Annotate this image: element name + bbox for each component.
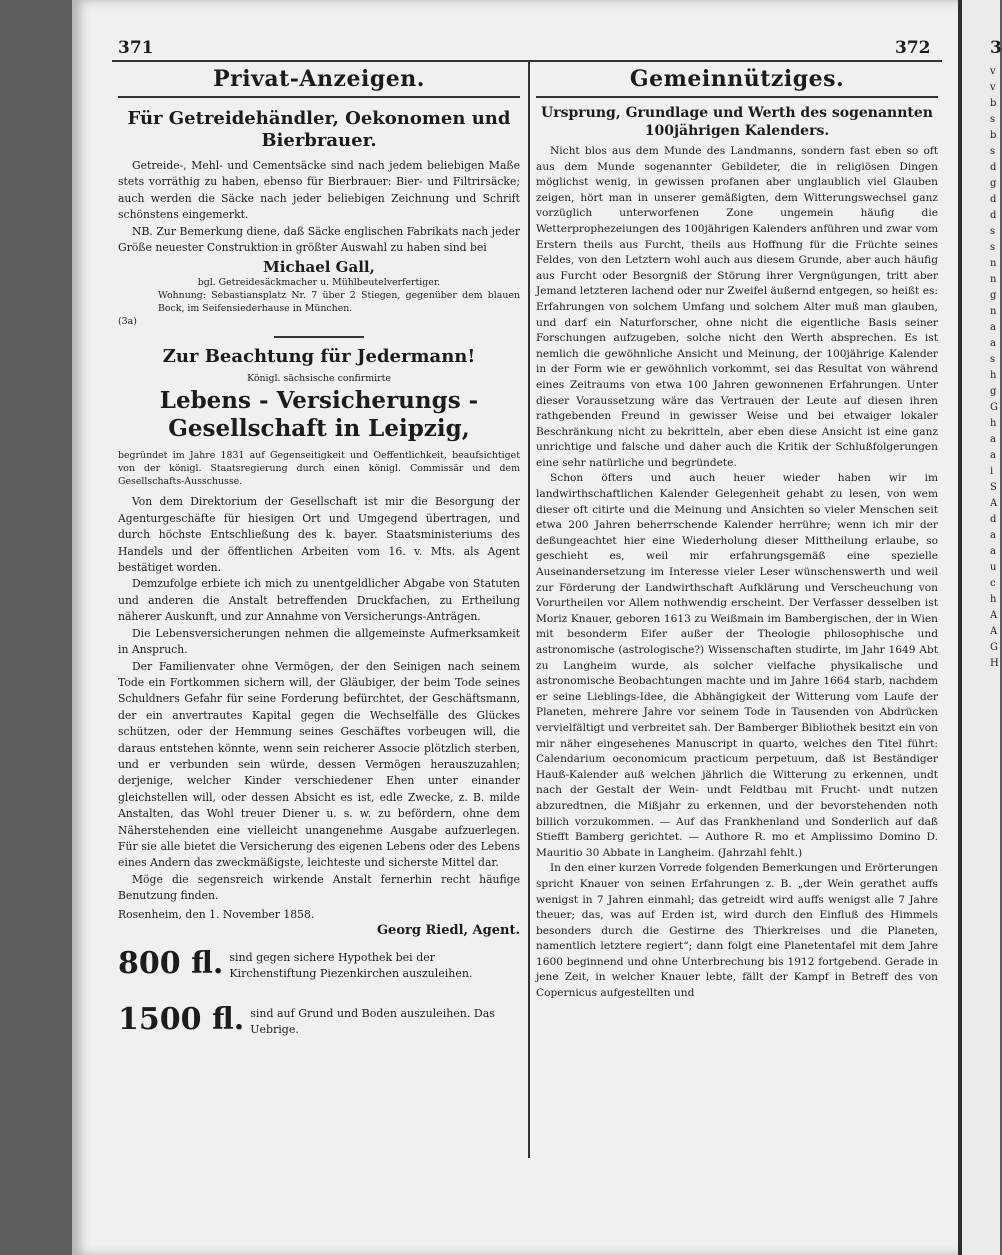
ad-grain-body — [118, 158, 520, 256]
column-divider — [528, 60, 530, 1158]
ad-loan-800-amount: 800 fl. — [118, 946, 224, 981]
ad-insurance-p1: Von dem Direktorium der Gesellschaft ist mir die Besorgung der Agenturgeschäfte für hiesigen Ort und Umgegend übertragen, und durch höchste Entschließung des k. bayer. Staatsministeriums des Handels und der öffentlichen Arbeiten vom 16. v. Mts. als Agent bestätiget worden. — [118, 495, 520, 575]
ad-insurance-p2: Demzufolge erbiete ich mich zu unentgeldlicher Abgabe von Statuten und anderen die Anstalt betreffenden Druckfachen, zu Ertheilung näherer Auskunft, und zur Annahme von Versicherungs-Anträgen. — [118, 577, 520, 624]
next-page-margin-text: v v b s b s d g d d s s n n g n a a s h g G h a a i S A d a a u c h A A G H — [990, 66, 999, 669]
ad-grain-name: Michael Gall, — [263, 258, 375, 277]
right-column — [536, 62, 938, 1002]
ad-insurance-place: Rosenheim, den 1. November 1858. — [118, 907, 315, 921]
next-page-number: 3 — [990, 38, 1002, 58]
section-title-private-ads: Privat-Anzeigen. — [118, 62, 520, 98]
ad-grain-title: Für Getreidehändler, Oekonomen und Bierbrauer. — [127, 108, 511, 151]
ad-loan-800 — [118, 948, 520, 982]
page-number-right: 372 — [895, 38, 931, 58]
article-body — [536, 144, 938, 1002]
ad-loan-1500 — [118, 1004, 520, 1038]
ad-grain-trade: bgl. Getreidesäckmacher u. Mühlbeutelverfertiger. — [197, 277, 441, 289]
article-p1: Nicht blos aus dem Munde des Landmanns, sondern fast eben so oft aus dem Munde sogenannter Gebildeter, die in religiösen Dingen möglichst wenig, in gewissen profanen aber unglaublich viel Glauben zeigen, hört man in unserer gemäßigten, dem Witterungswechsel ganz vorzüglich unterworfenen Zone ungemein häufig die Wetterprophezeiungen des 100jährigen Kalenders anführen und zwar vom Erstern theils aus Furcht, theils aus Hoffnung für die Früchte seines Feldes, von den Letztern wohl auch aus diesem Grunde, aber auch häufig aus Furcht oder Besorgniß der Störung ihrer Vergnügungen, tritt aber Jemand letzteren lachend oder nur Zweifel äußernd entgegen, so heißt es: Erfahrungen von solchem Umfang und solchem Alter muß man glauben, und darf ein Naturforscher, ohne nicht die eigentliche Basis seiner Forschungen aufzugeben, solche nicht den Werth absprechen. Es ist nemlich die gewöhnliche Ansicht und Meinung, der 100jährige Kalender in der Form wie er gewöhnlich vorkommt, sei das Resultat von während eines Zeitraums von etwa 100 Jahren gewonnenen Erfahrungen. Unter dieser Voraussetzung wäre das Vertrauen der Leute auf diesen ihren rathgebenden Freund in gewisser Weise und bei etwaiger lokaler Beschränkung nicht zu bekritteln, aber eben diese Ansicht ist eine ganz unrichtige und falsche und daher auch die Kritik der Schlußfolgerungen eine sehr natürliche und begründete. — [536, 145, 939, 469]
page-number-left: 371 — [118, 38, 154, 58]
next-page-edge — [962, 0, 1000, 1255]
ad-insurance-sign: Georg Riedl, Agent. — [376, 923, 520, 938]
ad-insurance-p5: Möge die segensreich wirkende Anstalt fernerhin recht häufige Benutzung finden. — [118, 872, 520, 903]
ad-insurance-title: Zur Beachtung für Jedermann! — [162, 346, 476, 368]
article-title: Ursprung, Grundlage und Werth des sogenannten 100jährigen Kalenders. — [541, 105, 933, 139]
ad-insurance-p4: Der Familienvater ohne Vermögen, der den Seinigen nach seinem Tode ein Fortkommen sichern will, der Gläubiger, der beim Tode seines Schuldners Gefahr für seine Forderung befürchtet, der Geschäftsmann, der ein anvertrautes Kapital gegen die Wechselfälle des Glückes schützen, oder der Hemmung seines Geschäftes vorbeugen will, die daraus entstehen könnte, wenn sein reicherer Associe plötzlich sterben, und er verbunden sein würde, dessen Vermögen herauszuzahlen; derjenige, welcher Kinder verschiedener Ehen unter einander gleichstellen will, oder dessen Absicht es ist, edle Zwecke, z. B. milde Anstalten, das Wohl treuer Diener u. s. w. zu befördern, ohne dem Näherstehenden eine vielleicht unangenehme Ausgabe aufzuerlegen. Für sie alle bietet die Versicherung des eigenen Lebens oder des Lebens eines Andern das zweckmäßigste, leichteste und sicherste Mittel dar. — [118, 659, 520, 870]
left-column — [118, 62, 520, 1038]
ad-grain-p2: NB. Zur Bemerkung diene, daß Säcke englischen Fabrikats nach jeder Größe neuester Construktion in größter Auswahl zu haben sind bei — [118, 224, 520, 255]
ad-loan-1500-amount: 1500 fl. — [118, 1002, 245, 1037]
ad-insurance-founded: begründet im Jahre 1831 auf Gegenseitigkeit und Oeffentlichkeit, beaufsichtiget von der königl. Staatsregierung durch einen königl. Commissär und dem Gesellschafts-Ausschusse. — [118, 450, 520, 488]
divider-short — [274, 336, 364, 338]
ad-insurance-company: Lebens - Versicherungs - Gesellschaft in Leipzig, — [159, 387, 479, 443]
ad-insurance-body — [118, 494, 520, 904]
ad-loan-1500-text: sind auf Grund und Boden auszuleihen. Das Uebrige. — [250, 1007, 495, 1036]
section-title-public-interest: Gemeinnütziges. — [536, 62, 938, 98]
ad-insurance-sub: Königl. sächsische confirmirte — [247, 373, 391, 385]
article-p2: Schon öfters und auch heuer wieder haben wir im landwirthschaftlichen Kalender Gelegenheit gehabt zu lesen, von wem dieser oft citirte und die Meinung und Ansichten so vieler Menschen seit etwa 200 Jahren beherrschende Kalender herrühre; wenn ich mir der deßungeachtet hier eine Wiederholung dieser Mittheilung erlaube, so geschieht es, weil mir erfahrungsgemäß eine spezielle Auseinandersetzung im Interesse vieler Leser wünschenswerth und weil zur Förderung der Landwirthschaft Aufklärung und Verscheuchung von Vorurtheilen vor Allem nothwendig erscheint. Der Verfasser desselben ist Moriz Knauer, geboren 1613 zu Weißmain im Bambergischen, der in Wien mit besonderm Eifer außer der Theologie philosophische und astronomische (astrologische?) Wissenschaften studirte, im Jahr 1649 Abt zu Langheim wurde, als solcher vielfache physikalische und astronomische Beobachtungen machte und im Jahre 1664 starb, nachdem er seine Lieblings-Idee, die Abhängigkeit der Witterung vom Laufe der Planeten, mehrere Jahre vor seinem Tode in Tausenden von Abdrücken vervielfältigt und verbreitet sah. Der Bamberger Bibliothek besitzt ein von mir näher eingesehenes Manuscript in quarto, welches den Titel führt: Calendarium oeconomicum practicum perpetuum, daß ist Beständiger Hauß-Kalender auß welchen jährlich die Witterung zu erkennen, undt nach der Gestalt der Wein- undt Feldtbau mit Frucht- undt nutzen abzuredtnen, die Mißjahr zu erkennen, und der bevorstehenden noth billich vorzukommen. — Auf das Frankhenland und Sonderlich auf daß Stiefft Bamberg gerichtet. — Authore R. mo et Amplissimo Domino D. Mauritio 30 Abbate in Langheim. (Jahrzahl fehlt.) — [536, 472, 938, 859]
ad-grain-p1: Getreide-, Mehl- und Cementsäcke sind nach jedem beliebigen Maße stets vorräthig zu haben, ebenso für Bierbrauer: Bier- und Filtrirsäcke; auch werden die Säcke nach jeder beliebigen Zeichnung und Schrift schönstens eingemerkt. — [118, 159, 520, 222]
ad-grain-address: Wohnung: Sebastiansplatz Nr. 7 über 2 Stiegen, gegenüber dem blauen Bock, im Seifensiederhause in München. — [158, 290, 520, 315]
ad-loan-800-text: sind gegen sichere Hypothek bei der Kirchenstiftung Piezenkirchen auszuleihen. — [229, 951, 473, 980]
article-p3: In den einer kurzen Vorrede folgenden Bemerkungen und Erörterungen spricht Knauer von seinen Erfahrungen z. B. „der Wein gerathet auffs wenigst in 7 Jahren einmahl; das getreidt wird auffs wenigst alle 7 Jahre theuer; das, was auf Erden ist, wird durch den Einfluß des Himmels besonders durch die Gestirne des Thierkreises und die Planeten, namentlich letztere regiert“; dann folgt eine Planetentafel mit dem Jahre 1600 beginnend und ohne Unterbrechung bis 1912 fortgebend. Gerade in jene Zeit, in welcher Knauer lebte, fällt der Kampf in Betreff des von Copernicus aufgestellten und — [536, 862, 938, 1000]
ad-grain-mark: (3a) — [118, 316, 137, 328]
ad-insurance-p3: Die Lebensversicherungen nehmen die allgemeinste Aufmerksamkeit in Anspruch. — [118, 626, 520, 657]
